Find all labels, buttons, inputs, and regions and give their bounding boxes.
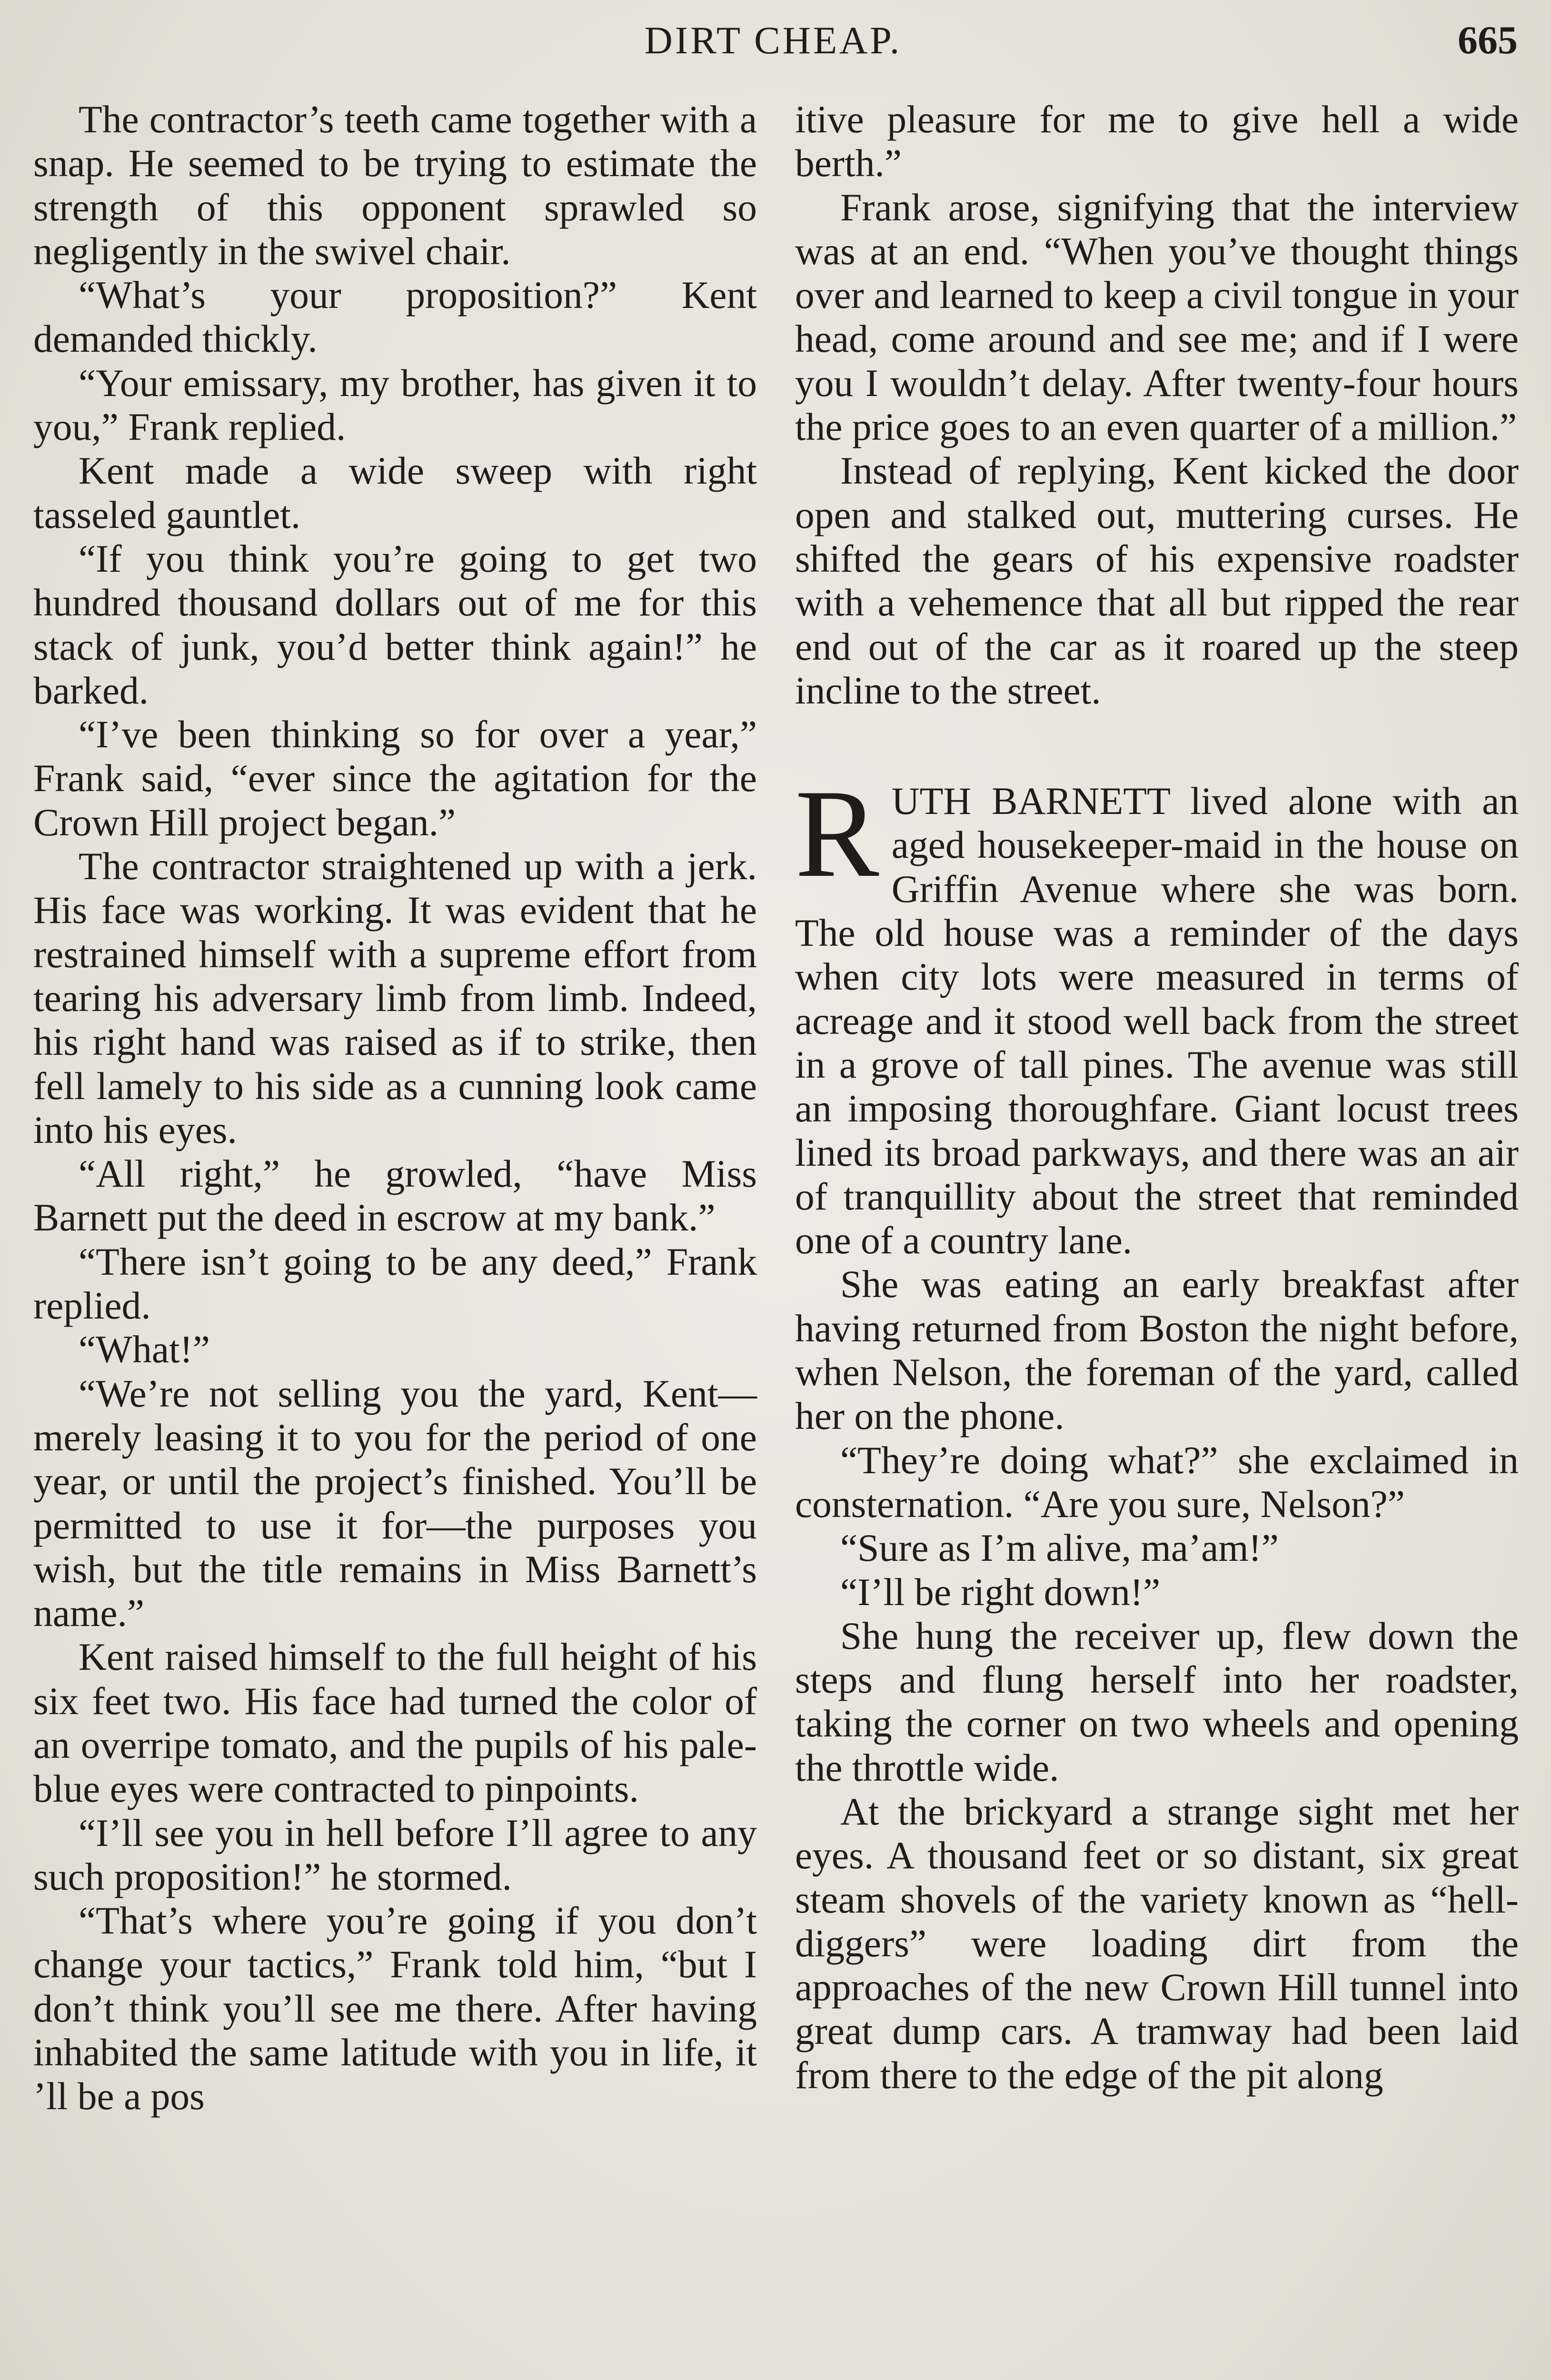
- paragraph: Kent made a wide sweep with right tasseled gauntlet.: [33, 449, 757, 536]
- paragraph: “Your emissary, my brother, has given it to you,” Frank replied.: [33, 361, 757, 449]
- paragraph: “There isn’t going to be any deed,” Frank replied.: [33, 1240, 757, 1328]
- running-title: DIRT CHEAP.: [644, 19, 902, 62]
- paragraph: At the brickyard a strange sight met her eyes. A thousand feet or so distant, six great steam shovels of the variety known as “hell-diggers” were loading dirt from the approaches of the new Crown Hill tunnel into great dump cars. A tramway had been laid from there to the edge of the pit along: [795, 1789, 1519, 2097]
- paragraph: The contractor’s teeth came together with a snap. He seemed to be trying to estimate the strength of this opponent sprawled so negligently in the swivel chair.: [33, 98, 757, 273]
- paragraph: The contractor straightened up with a jerk. His face was working. It was evident that he restrained himself with a supreme effort from tearing his adversary limb from limb. Indeed, his right hand was raised as if to strike, then fell lamely to his side as a cunning look came into his eyes.: [33, 844, 757, 1151]
- paragraph: “That’s where you’re going if you don’t change your tactics,” Frank told him, “but I don’t think you’ll see me there. After having inhabited the same latitude with you in life, it ’ll be a pos: [33, 1899, 757, 2118]
- left-column: [33, 98, 757, 2119]
- paragraph: “What!”: [79, 1328, 210, 1371]
- section-opening-paragraph: [795, 764, 1519, 1262]
- paragraph: “We’re not selling you the yard, Kent—merely leasing it to you for the period of one year, or until the project’s finished. You’ll be permitted to use it for—the purposes you wish, but the title remains in Miss Barnett’s name.”: [33, 1371, 757, 1635]
- paragraph: “Sure as I’m alive, ma’am!”: [840, 1526, 1279, 1570]
- paragraph: Kent raised himself to the full height of his six feet two. His face had turned the color of an overripe tomato, and the pupils of his pale-blue eyes were contracted to pinpoints.: [33, 1635, 757, 1811]
- paragraph: “I’ve been thinking so for over a year,” Frank said, “ever since the agitation for the Crown Hill project began.”: [33, 713, 757, 844]
- paragraph: “What’s your proposition?” Kent demanded thickly.: [33, 273, 757, 361]
- opening-text: lived alone with an aged housekeeper-maid in the house on Griffin Avenue where she was born. The old house was a reminder of the days when city lots were measured in terms of acreage and it stood well back from the street in a grove of tall pines. The avenue was still an imposing thoroughfare. Giant locust trees lined its broad parkways, and there was an air of tranquillity about the street that reminded one of a country lane.: [795, 779, 1519, 1262]
- paragraph: She was eating an early breakfast after having returned from Boston the night before, when Nelson, the foreman of the yard, called her on the phone.: [795, 1262, 1519, 1438]
- continued-paragraph: itive pleasure for me to give hell a wide berth.”: [795, 98, 1519, 185]
- opening-small-caps: UTH BARNETT: [891, 779, 1170, 823]
- paragraph: “They’re doing what?” she exclaimed in consternation. “Are you sure, Nelson?”: [795, 1438, 1519, 1526]
- page-number: 665: [1458, 18, 1518, 62]
- paragraph: Instead of replying, Kent kicked the door open and stalked out, muttering curses. He shifted the gears of his expensive roadster with a vehemence that all but ripped the rear end out of the car as it roared up the steep incline to the street.: [795, 449, 1519, 712]
- paragraph: Frank arose, signifying that the interview was at an end. “When you’ve thought things over and learned to keep a civil tongue in your head, come around and see me; and if I were you I wouldn’t delay. After twenty-four hours the price goes to an even quarter of a million.”: [795, 185, 1519, 449]
- page-header: [29, 14, 1518, 67]
- paragraph: She hung the receiver up, flew down the steps and flung herself into her roadster, taking the corner on two wheels and opening the throttle wide.: [795, 1614, 1519, 1789]
- paragraph: “All right,” he growled, “have Miss Barnett put the deed in escrow at my bank.”: [33, 1152, 757, 1240]
- paragraph: “I’ll be right down!”: [840, 1570, 1161, 1614]
- drop-cap: R: [795, 764, 879, 904]
- paragraph: “If you think you’re going to get two hundred thousand dollars out of me for this stack of junk, you’d better think again!” he barked.: [33, 536, 757, 712]
- paragraph: “I’ll see you in hell before I’ll agree to any such proposition!” he stormed.: [33, 1811, 757, 1898]
- right-column: [795, 98, 1519, 2097]
